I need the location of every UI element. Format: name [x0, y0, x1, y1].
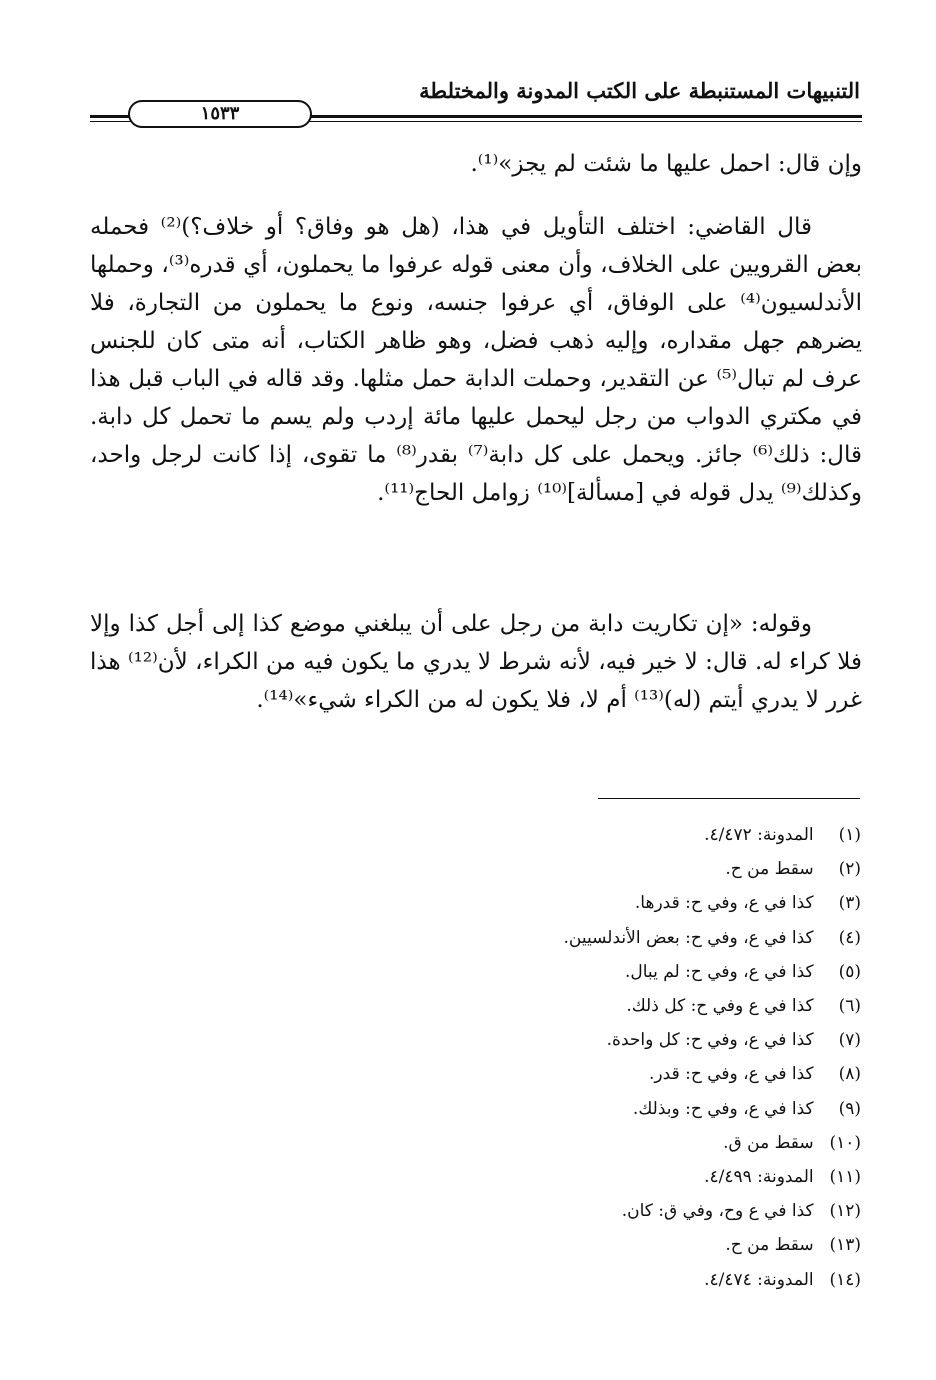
footnote-text: سقط من ح.: [725, 859, 814, 880]
footnote-number: (١٢): [829, 1201, 861, 1222]
paragraph: وقوله: «إن تكاريت دابة من رجل على أن يبلغني موضع كذا إلى أجل كذا وإلا فلا كراء له. قال: لا خير فيه، لأنه شرط لا يدري ما يكون فيه من الكراء، لأن⁽¹²⁾ هذا غرر لا يدري أيتم (له)⁽¹³⁾ أم لا، فلا يكون له من الكراء شيء»⁽¹⁴⁾.: [90, 611, 862, 713]
footnote: [301, 1160, 861, 1194]
footnote-number: (٤): [838, 927, 861, 948]
footnote-separator: [598, 798, 860, 799]
footnote: [301, 1057, 861, 1091]
running-title: التنبيهات المستنبطة على الكتب المدونة والمختلطة: [419, 78, 860, 103]
footnote-text: المدونة: ٤/٤٧٢.: [704, 825, 814, 845]
footnote-number: (٧): [838, 1030, 861, 1051]
footnote-number: (٢): [838, 859, 861, 880]
footnote-number: (١٠): [829, 1132, 861, 1153]
footnote-text: سقط من ق.: [723, 1132, 814, 1153]
footnote: [301, 1263, 861, 1297]
footnote: [301, 1126, 861, 1160]
footnote-number: (٥): [838, 961, 861, 982]
footnote-text: كذا في ع، وفي ح: بعض الأندلسيين.: [563, 927, 814, 948]
footnote-text: كذا في ع، وفي ح: كل واحدة.: [606, 1030, 814, 1051]
footnote-number: (٣): [838, 893, 861, 914]
footnote-text: المدونة: ٤/٤٩٩.: [704, 1167, 814, 1188]
footnote: [301, 886, 861, 920]
footnote-text: كذا في ع، وفي ح: قدر.: [649, 1064, 814, 1085]
footnote-number: (١٤): [829, 1269, 861, 1290]
footnote-number: (٦): [838, 996, 861, 1017]
paragraph: وإن قال: احمل عليها ما شئت لم يجز»⁽¹⁾.: [470, 151, 862, 177]
footnote: [301, 921, 861, 955]
footnote-number: (٩): [838, 1098, 861, 1119]
footnote: [301, 1092, 861, 1126]
footnote: [301, 818, 861, 852]
paragraph-3-block: [90, 605, 862, 719]
footnote-number: (١١): [829, 1167, 861, 1188]
footnote: [301, 989, 861, 1023]
paragraph-1-block: [90, 145, 862, 183]
footnote-text: كذا في ع، وفي ح: قدرها.: [634, 893, 814, 914]
page-header: [90, 78, 862, 126]
footnote-text: كذا في ع وفي ح: كل ذلك.: [626, 996, 814, 1017]
footnote-number: (١٣): [829, 1235, 861, 1256]
footnote-text: كذا في ع وح، وفي ق: كان.: [621, 1201, 814, 1222]
footnote: [301, 955, 861, 989]
footnote-text: كذا في ع، وفي ح: لم يبال.: [625, 961, 814, 982]
paragraph-2-block: [90, 208, 862, 512]
footnote-text: كذا في ع، وفي ح: وبذلك.: [632, 1098, 814, 1119]
page-number: ١٥٣٣: [128, 100, 312, 128]
footnote-number: (١): [838, 825, 861, 845]
footnote-text: المدونة: ٤/٤٧٤.: [704, 1269, 814, 1290]
paragraph: قال القاضي: اختلف التأويل في هذا، (هل هو وفاق؟ أو خلاف؟)⁽²⁾ فحمله بعض القرويين على الخلاف، وأن معنى قوله عرفوا ما يحملون، أي قدره⁽³⁾، وحملها الأندلسيون⁽⁴⁾ على الوفاق، أي عرفوا جنسه، ونوع ما يحملون من التجارة، فلا يضرهم جهل مقداره، وإليه ذهب فضل، وهو ظاهر الكتاب، أنه متى كان للجنس عرف لم تبال⁽⁵⁾ عن التقدير، وحملت الدابة حمل مثلها. وقد قاله في الباب قبل هذا في مكتري الدواب من رجل ليحمل عليها مائة إردب ولم يسم ما تحمل كل دابة. قال: ذلك⁽⁶⁾ جائز. ويحمل على كل دابة⁽⁷⁾ بقدر⁽⁸⁾ ما تقوى، إذا كانت لرجل واحد، وكذلك⁽⁹⁾ يدل قوله في [مسألة]⁽¹⁰⁾ زوامل الحاج⁽¹¹⁾.: [90, 214, 862, 506]
footnote: [301, 1194, 861, 1228]
footnote: [301, 1228, 861, 1262]
footnote-text: سقط من ح.: [725, 1235, 814, 1256]
footnote: [301, 1023, 861, 1057]
footnote: [301, 852, 861, 886]
footnotes: [301, 818, 861, 1297]
footnote-number: (٨): [838, 1064, 861, 1085]
